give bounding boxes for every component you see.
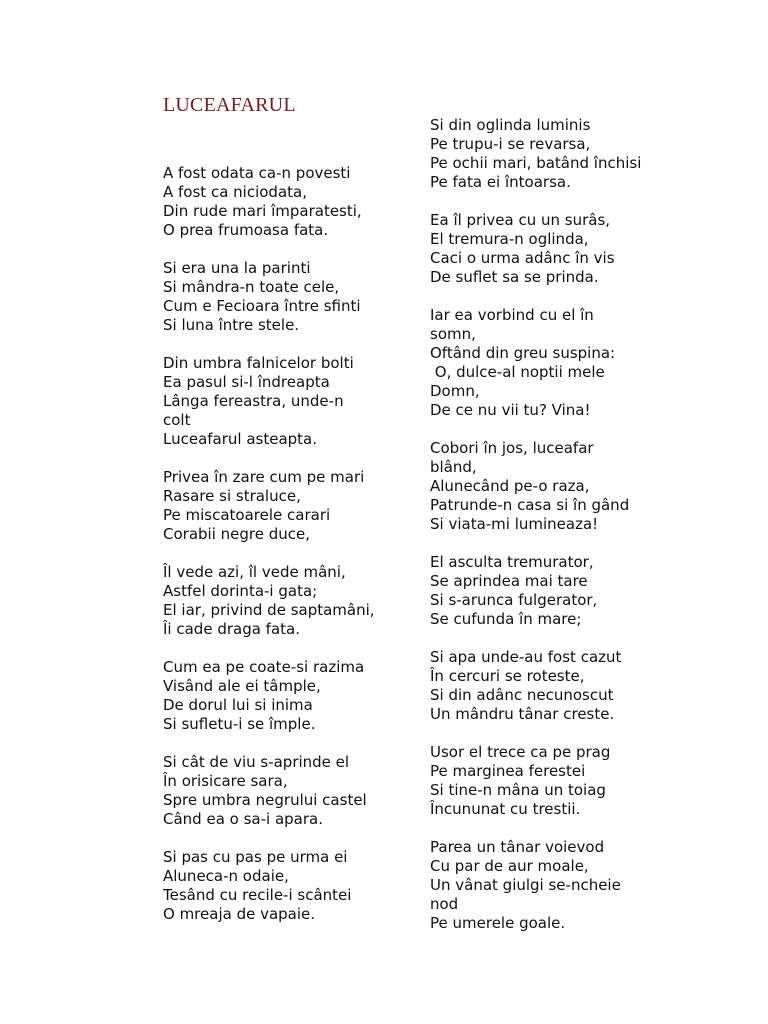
poem-line: Aluneca-n odaie,: [163, 867, 289, 885]
poem-stanza: [163, 563, 403, 639]
poem-line: Din umbra falnicelor bolti: [163, 354, 354, 372]
poem-line: Privea în zare cum pe mari: [163, 468, 365, 486]
poem-line: Lânga fereastra, unde-n: [163, 392, 344, 410]
poem-stanza: [430, 211, 670, 287]
poem-line: Cum e Fecioara între sfinti: [163, 297, 361, 315]
poem-line: Pe trupu-i se revarsa,: [430, 135, 591, 153]
poem-stanza: [430, 553, 670, 629]
poem-line: Un vânat giulgi se-ncheie: [430, 876, 621, 894]
poem-stanza: [430, 743, 670, 819]
poem-line: Cu par de aur moale,: [430, 857, 589, 875]
poem-line: A fost ca niciodata,: [163, 183, 307, 201]
poem-line: Si era una la parinti: [163, 259, 311, 277]
poem-line: Oftând din greu suspina:: [430, 344, 616, 362]
poem-line: Iar ea vorbind cu el în: [430, 306, 594, 324]
poem-line: Astfel dorinta-i gata;: [163, 582, 318, 600]
poem-line: Se aprindea mai tare: [430, 572, 588, 590]
poem-stanza: [163, 354, 403, 449]
poem-line: A fost odata ca-n povesti: [163, 164, 351, 182]
poem-line: Patrunde-n casa si în gând: [430, 496, 630, 514]
poem-stanza: [430, 116, 670, 192]
poem-line: Pe umerele goale.: [430, 914, 566, 932]
poem-line: Pe ochii mari, batând închisi: [430, 154, 642, 172]
poem-line: Si sufletu-i se împle.: [163, 715, 316, 733]
poem-stanza: [430, 838, 670, 933]
poem-line: Pe fata ei întoarsa.: [430, 173, 571, 191]
poem-line: Si s-arunca fulgerator,: [430, 591, 598, 609]
poem-line: Corabii negre duce,: [163, 525, 310, 543]
poem-line: Îl vede azi, îl vede mâni,: [163, 563, 346, 581]
poem-line: Pe marginea ferestei: [430, 762, 586, 780]
poem-line: Si pas cu pas pe urma ei: [163, 848, 348, 866]
poem-column-right: [430, 116, 670, 952]
poem-line: Ea pasul si-l îndreapta: [163, 373, 330, 391]
poem-stanza: [430, 439, 670, 534]
poem-line: colt: [163, 411, 191, 429]
poem-line: În orisicare sara,: [163, 772, 288, 790]
poem-line: Ea îl privea cu un surâs,: [430, 211, 611, 229]
poem-line: El tremura-n oglinda,: [430, 230, 589, 248]
poem-stanza: [163, 259, 403, 335]
poem-stanza: [163, 468, 403, 544]
poem-line: blând,: [430, 458, 477, 476]
poem-stanza: [163, 164, 403, 240]
poem-line: Si din oglinda luminis: [430, 116, 591, 134]
poem-line: De ce nu vii tu? Vina!: [430, 401, 591, 419]
poem-line: Si cât de viu s-aprinde el: [163, 753, 350, 771]
poem-line: Tesând cu recile-i scântei: [163, 886, 352, 904]
poem-stanza: [163, 658, 403, 734]
poem-line: O prea frumoasa fata.: [163, 221, 329, 239]
poem-line: Visând ale ei tâmple,: [163, 677, 321, 695]
poem-title: LUCEAFARUL: [163, 94, 296, 116]
poem-stanza: [430, 648, 670, 724]
poem-line: Si din adânc necunoscut: [430, 686, 614, 704]
poem-stanza: [163, 753, 403, 829]
poem-line: Usor el trece ca pe prag: [430, 743, 611, 761]
poem-line: Cum ea pe coate-si razima: [163, 658, 365, 676]
poem-line: Un mândru tânar creste.: [430, 705, 615, 723]
poem-line: Si luna între stele.: [163, 316, 300, 334]
poem-line: În cercuri se roteste,: [430, 667, 585, 685]
poem-line: Luceafarul asteapta.: [163, 430, 318, 448]
poem-line: El asculta tremurator,: [430, 553, 594, 571]
poem-line: Parea un tânar voievod: [430, 838, 605, 856]
poem-line: Când ea o sa-i apara.: [163, 810, 323, 828]
poem-line: O mreaja de vapaie.: [163, 905, 316, 923]
poem-line: Spre umbra negrului castel: [163, 791, 367, 809]
poem-line: Rasare si straluce,: [163, 487, 301, 505]
poem-line: nod: [430, 895, 459, 913]
poem-line: Si tine-n mâna un toiag: [430, 781, 606, 799]
poem-line: El iar, privind de saptamâni,: [163, 601, 375, 619]
poem-line: Si viata-mi lumineaza!: [430, 515, 599, 533]
poem-line: Încununat cu trestii.: [430, 800, 581, 818]
poem-line: Cobori în jos, luceafar: [430, 439, 594, 457]
poem-line: Caci o urma adânc în vis: [430, 249, 615, 267]
poem-stanza: [163, 848, 403, 924]
poem-line: Domn,: [430, 382, 480, 400]
poem-line: somn,: [430, 325, 476, 343]
poem-line: Pe miscatoarele carari: [163, 506, 331, 524]
poem-column-left: [163, 164, 403, 943]
poem-line: Îi cade draga fata.: [163, 620, 300, 638]
poem-line: Din rude mari împaratesti,: [163, 202, 362, 220]
poem-stanza: [430, 306, 670, 420]
poem-line: De dorul lui si inima: [163, 696, 313, 714]
poem-line: De suflet sa se prinda.: [430, 268, 599, 286]
poem-line: Alunecând pe-o raza,: [430, 477, 590, 495]
poem-line: Si apa unde-au fost cazut: [430, 648, 622, 666]
poem-line: O, dulce-al noptii mele: [430, 363, 605, 381]
poem-line: Si mândra-n toate cele,: [163, 278, 340, 296]
poem-line: Se cufunda în mare;: [430, 610, 582, 628]
